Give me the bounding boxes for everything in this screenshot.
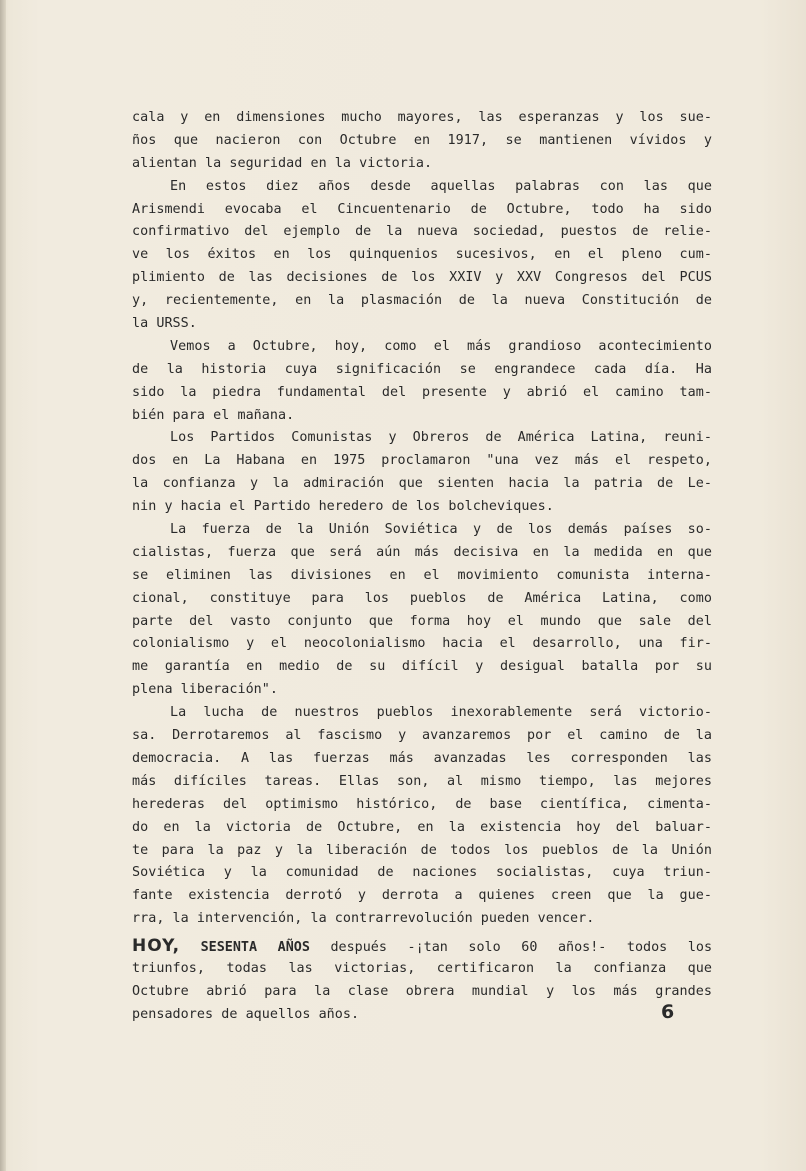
text-line: Los Partidos Comunistas y Obreros de América Latina, reuni-: [170, 430, 712, 446]
text-line: la URSS.: [132, 316, 197, 332]
text-line: La lucha de nuestros pueblos inexorablemente será victorio-: [170, 705, 712, 721]
text-line: rra, la intervención, la contrarrevolución pueden vencer.: [132, 911, 595, 927]
text-line: te para la paz y la liberación de todos los pueblos de la Unión: [132, 842, 712, 858]
text-line: me garantía en medio de su difícil y desigual batalla por su: [132, 659, 712, 675]
text-line: confirmativo del ejemplo de la nueva sociedad, puestos de relie-: [132, 224, 712, 240]
text-line: cala y en dimensiones mucho mayores, las esperanzas y los sue-: [132, 110, 712, 125]
text-line: parte del vasto conjunto que forma hoy el mundo que sale del: [132, 613, 712, 629]
text-line: cialistas, fuerza que será aún más decisiva en la medida en que: [132, 544, 712, 560]
text-line: ve los éxitos en los quinquenios sucesivos, en el pleno cum-: [132, 247, 712, 263]
text-line: plimiento de las decisiones de los XXIV y XXV Congresos del PCUS: [132, 270, 712, 286]
page-number: 6: [661, 1001, 675, 1023]
text-line: Soviética y la comunidad de naciones socialistas, cuya triun-: [132, 865, 712, 881]
hoy-heading-word: HOY,: [132, 936, 181, 957]
text-line: nin y hacia el Partido heredero de los bolcheviques.: [132, 499, 554, 515]
text-line: La fuerza de la Unión Soviética y de los demás países so-: [170, 522, 712, 538]
text-line: triunfos, todas las victorias, certificaron la confianza que: [132, 960, 712, 976]
text-line: Vemos a Octubre, hoy, como el más grandioso acontecimiento: [170, 338, 712, 354]
text-line: En estos diez años desde aquellas palabras con las que: [170, 178, 712, 194]
text-line: la confianza y la admiración que sienten hacia la patria de Le-: [132, 476, 712, 492]
text-line: plena liberación".: [132, 682, 279, 698]
text-line: herederas del optimismo histórico, de base científica, cimenta-: [132, 796, 712, 812]
text-line: pensadores de aquellos años.: [132, 1006, 360, 1022]
sesenta-anos-text: SESENTA AÑOS: [200, 940, 310, 956]
text-line: do en la victoria de Octubre, en la existencia hoy del baluar-: [132, 819, 712, 835]
text-line: sido la piedra fundamental del presente y abrió el camino tam-: [132, 384, 712, 400]
text-line: alientan la seguridad en la victoria.: [132, 155, 433, 171]
text-line: sa. Derrotaremos al fascismo y avanzaremos por el camino de la: [132, 728, 712, 744]
body-text: [132, 107, 712, 1027]
text-line: colonialismo y el neocolonialismo hacia el desarrollo, una fir-: [132, 636, 712, 652]
text-line: más difíciles tareas. Ellas son, al mismo tiempo, las mejores: [132, 773, 712, 789]
closing-paragraph-first-line: [132, 935, 712, 958]
text-line: Octubre abrió para la clase obrera mundial y los más grandes: [132, 983, 712, 999]
text-line: dos en La Habana en 1975 proclamaron "una vez más el respeto,: [132, 453, 712, 469]
text-line: se eliminen las divisiones en el movimiento comunista interna-: [132, 567, 712, 583]
text-line: democracia. A las fuerzas más avanzadas les corresponden las: [132, 750, 712, 766]
text-line: bién para el mañana.: [132, 407, 295, 423]
text-line: ños que nacieron con Octubre en 1917, se mantienen vívidos y: [132, 132, 712, 148]
hoy-line-rest: después -¡tan solo 60 años!- todos los: [330, 940, 713, 956]
text-line: Arismendi evocaba el Cincuentenario de Octubre, todo ha sido: [132, 201, 712, 217]
text-line: cional, constituye para los pueblos de América Latina, como: [132, 590, 712, 606]
text-line: fante existencia derrotó y derrota a quienes creen que la gue-: [132, 888, 712, 904]
text-line: y, recientemente, en la plasmación de la nueva Constitución de: [132, 293, 712, 309]
binding-edge: [0, 0, 6, 1171]
text-line: de la historia cuya significación se engrandece cada día. Ha: [132, 361, 712, 377]
